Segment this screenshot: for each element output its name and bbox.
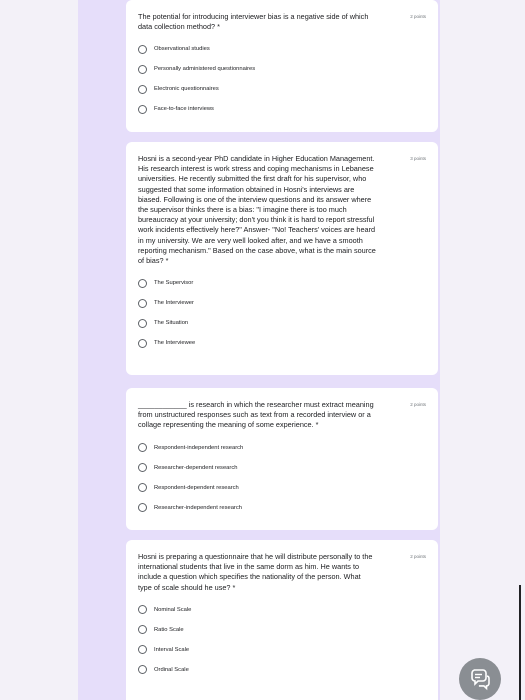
- question-text: Hosni is preparing a questionnaire that he will distribute personally to the international students that live in the same dorm as him. He wants to include a question which specifies the nationality of the person. What type of scale should he use? *: [138, 552, 373, 592]
- question-card-2: [126, 142, 438, 375]
- option-label: Ratio Scale: [154, 626, 184, 633]
- options-list: [138, 43, 426, 115]
- points-badge: 2 points: [410, 402, 426, 407]
- option-researcher-dependent-research[interactable]: [138, 462, 426, 474]
- radio-button[interactable]: [138, 105, 147, 114]
- option-the-interviewer[interactable]: [138, 297, 426, 309]
- option-label: Observational studies: [154, 46, 210, 53]
- radio-button[interactable]: [138, 645, 147, 654]
- option-ratio-scale[interactable]: [138, 624, 426, 636]
- option-label: Electronic questionnaires: [154, 86, 219, 93]
- radio-button[interactable]: [138, 443, 147, 452]
- option-label: Nominal Scale: [154, 606, 192, 613]
- radio-button[interactable]: [138, 279, 147, 288]
- radio-button[interactable]: [138, 463, 147, 472]
- option-label: Respondent-independent research: [154, 444, 244, 451]
- option-label: The Situation: [154, 320, 189, 327]
- option-respondent-dependent-research[interactable]: [138, 482, 426, 494]
- chat-fab-button[interactable]: [459, 658, 501, 700]
- option-observational-studies[interactable]: [138, 43, 426, 55]
- scrollbar[interactable]: [519, 585, 521, 700]
- radio-button[interactable]: [138, 605, 147, 614]
- question-card-3: [126, 388, 438, 530]
- question-text: The potential for introducing interviewer bias is a negative side of which data collection method? *: [138, 12, 369, 32]
- option-label: Ordinal Scale: [154, 666, 189, 673]
- option-label: Face-to-face interviews: [154, 106, 214, 113]
- option-the-supervisor[interactable]: [138, 277, 426, 289]
- option-label: Researcher-independent research: [154, 504, 242, 511]
- question-text: Hosni is a second-year PhD candidate in Higher Education Management. His research interest is work stress and coping mechanisms in Lebanese universities. He recently submitted the first draft for his supervisor, who suggested that some information obtained in Hosni's interviews are biased. Following is one of the interview questions and its answer where the supervisor thinks there is a bias: "I imagine there is too much bureaucracy at your university; don't you think it is hard to report stressful work incidents effectively here?" Answer- "No! Teachers' voices are heard in my university. We are very well looked after, and we have a smooth reporting mechanism." Based on the case above, what is the main source of bias? *: [138, 154, 376, 266]
- option-label: Respondent-dependent research: [154, 484, 239, 491]
- option-label: The Interviewer: [154, 300, 194, 307]
- radio-button[interactable]: [138, 665, 147, 674]
- radio-button[interactable]: [138, 45, 147, 54]
- option-the-situation[interactable]: [138, 317, 426, 329]
- option-ordinal-scale[interactable]: [138, 664, 426, 676]
- option-respondent-independent-research[interactable]: [138, 442, 426, 454]
- question-header: [138, 552, 426, 593]
- points-badge: 3 points: [410, 156, 426, 161]
- question-header: [138, 400, 426, 431]
- radio-button[interactable]: [138, 299, 147, 308]
- chat-bubbles-icon: [468, 667, 492, 691]
- options-list: [138, 277, 426, 349]
- option-researcher-independent-research[interactable]: [138, 502, 426, 514]
- radio-button[interactable]: [138, 65, 147, 74]
- option-face-to-face-interviews[interactable]: [138, 103, 426, 115]
- option-the-interviewee[interactable]: [138, 337, 426, 349]
- radio-button[interactable]: [138, 85, 147, 94]
- option-label: Researcher-dependent research: [154, 464, 238, 471]
- radio-button[interactable]: [138, 483, 147, 492]
- option-personally-administered-questionnaires[interactable]: [138, 63, 426, 75]
- question-card-1: [126, 0, 438, 132]
- question-card-4: [126, 540, 438, 700]
- option-interval-scale[interactable]: [138, 644, 426, 656]
- options-list: [138, 442, 426, 514]
- radio-button[interactable]: [138, 503, 147, 512]
- radio-button[interactable]: [138, 339, 147, 348]
- points-badge: 2 points: [410, 14, 426, 19]
- question-header: [138, 154, 426, 266]
- option-label: Interval Scale: [154, 646, 190, 653]
- question-header: [138, 12, 426, 32]
- question-text: ____________ is research in which the researcher must extract meaning from unstructured responses such as text from a recorded interview or a collage representing the meaning of some experience. *: [138, 400, 374, 430]
- option-label: The Supervisor: [154, 280, 194, 287]
- option-label: Personally administered questionnaires: [154, 66, 256, 73]
- option-nominal-scale[interactable]: [138, 604, 426, 616]
- option-label: The Interviewee: [154, 340, 196, 347]
- radio-button[interactable]: [138, 625, 147, 634]
- options-list: [138, 604, 426, 676]
- points-badge: 2 points: [410, 554, 426, 559]
- option-electronic-questionnaires[interactable]: [138, 83, 426, 95]
- radio-button[interactable]: [138, 319, 147, 328]
